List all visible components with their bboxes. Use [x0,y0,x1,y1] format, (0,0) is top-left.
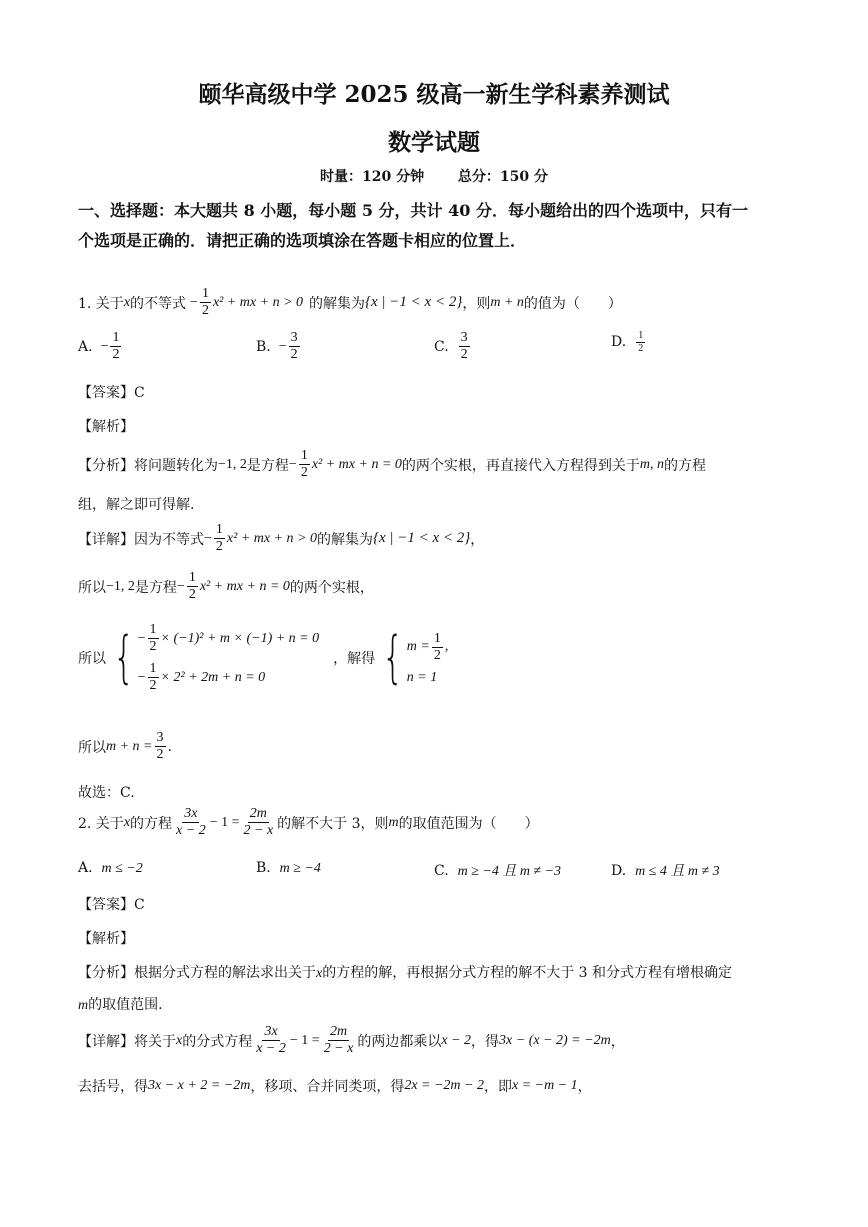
q1-option-b[interactable]: B. − $\frac{3}{2}$ [256,330,298,363]
q1-var-x: x [123,294,131,310]
q1-inequality: − $\frac{1}{2}$ x² + mx + n > 0 [190,286,304,319]
q1-equation-system: 所以 { − $\frac{1}{2}$ × (−1)² + m × (−1) + n = 0 − $\frac{1}{2}$ × 2² + 2m + n = 0 ，解得 { m = $\frac{1}{2}$ , n = 1 [78,622,449,694]
question-2-options [78,860,790,884]
q1-option-c[interactable]: C. $\frac{3}{2}$ [434,330,468,363]
q2-option-c[interactable]: C. m ≥ −4 且 m ≠ −3 [434,863,562,879]
left-brace-icon: { [113,625,135,691]
q1-jiexi-label: 【解析】 [78,419,134,435]
question-1-stem [78,286,622,319]
time-label: 时量：120 分钟 [320,169,425,185]
q1-mn: m + n [490,294,524,310]
q2-option-b[interactable]: B. m ≥ −4 [256,860,321,876]
q1-prefix: 1. 关于 [78,295,124,312]
section-heading-line1: 一、选择题：本大题共 8 小题，每小题 5 分，共计 40 分．每小题给出的四个选项中，只有一 [78,201,748,220]
q2-option-a[interactable]: A. m ≤ −2 [78,860,143,876]
q1-analysis-line1: 【分析】将问题转化为 −1, 2 是方程 − $\frac{1}{2}$ x² + mx + n = 0 的两个实根，再直接代入方程得到关于 m, n 的方程 [78,448,707,481]
q1-text-b: 的解集为 [309,295,366,312]
left-brace-icon: { [382,625,404,691]
exam-title: 颐华高级中学 2025 级高一新生学科素养测试 [198,81,670,108]
question-2-stem: 2. 关于 x 的方程 $\frac{3x}{x - 2}$ − 1 = $\frac{2m}{2 - x}$ 的解不大于 3，则 m 的取值范围为（ ） [78,806,539,839]
q1-option-d[interactable]: D. $\frac{1}{2}$ [611,330,644,354]
score-label: 总分：150 分 [457,169,548,185]
q1-text-c: ，则 [462,295,491,312]
q2-analysis-line2: m的取值范围. [78,997,163,1013]
q1-analysis-line2: 组，解之即可得解. [78,497,195,513]
q2-analysis-line1: 【分析】根据分式方程的解法求出关于x的方程的解，再根据分式方程的解不大于 3 和分式方程有增根确定 [78,965,733,981]
q1-final-result: 所以 m + n = $\frac{3}{2}$ . [78,730,172,763]
q1-detail-line2: 所以 −1, 2 是方程 − $\frac{1}{2}$ x² + mx + n = 0 的两个实根， [78,570,374,603]
q1-text-d: 的值为（ ） [523,295,622,312]
subject-title: 数学试题 [388,129,480,156]
section-heading-line2: 个选项是正确的．请把正确的选项填涂在答题卡相应的位置上． [78,231,527,250]
section-heading [78,196,790,256]
q2-answer: 【答案】C [78,897,145,913]
q2-jiexi-label: 【解析】 [78,931,134,947]
q1-text-a: 的不等式 [130,295,187,312]
q1-answer: 【答案】C [78,385,145,401]
q1-solution-set: {x | −1 < x < 2} [365,294,463,311]
q2-detail-line2: 去括号，得 3x − x + 2 = −2m ，移项、合并同类项，得 2x = −2m − 2 ，即 x = −m − 1 ， [78,1078,592,1095]
q1-detail-line1: 【详解】因为不等式 − $\frac{1}{2}$ x² + mx + n > 0 的解集为 {x | −1 < x < 2} ， [78,522,485,555]
q1-choose: 故选：C. [78,785,135,801]
q1-option-a[interactable]: A. − $\frac{1}{2}$ [78,330,120,363]
q2-detail-line1: 【详解】将关于 x 的分式方程 $\frac{3x}{x - 2}$ − 1 = $\frac{2m}{2 - x}$ 的两边都乘以 x − 2 ，得 3x − (x − 2) = −2m ， [78,1024,625,1057]
question-1-options [78,330,790,376]
q2-option-d[interactable]: D. m ≤ 4 且 m ≠ 3 [611,863,720,879]
exam-meta [0,166,868,186]
